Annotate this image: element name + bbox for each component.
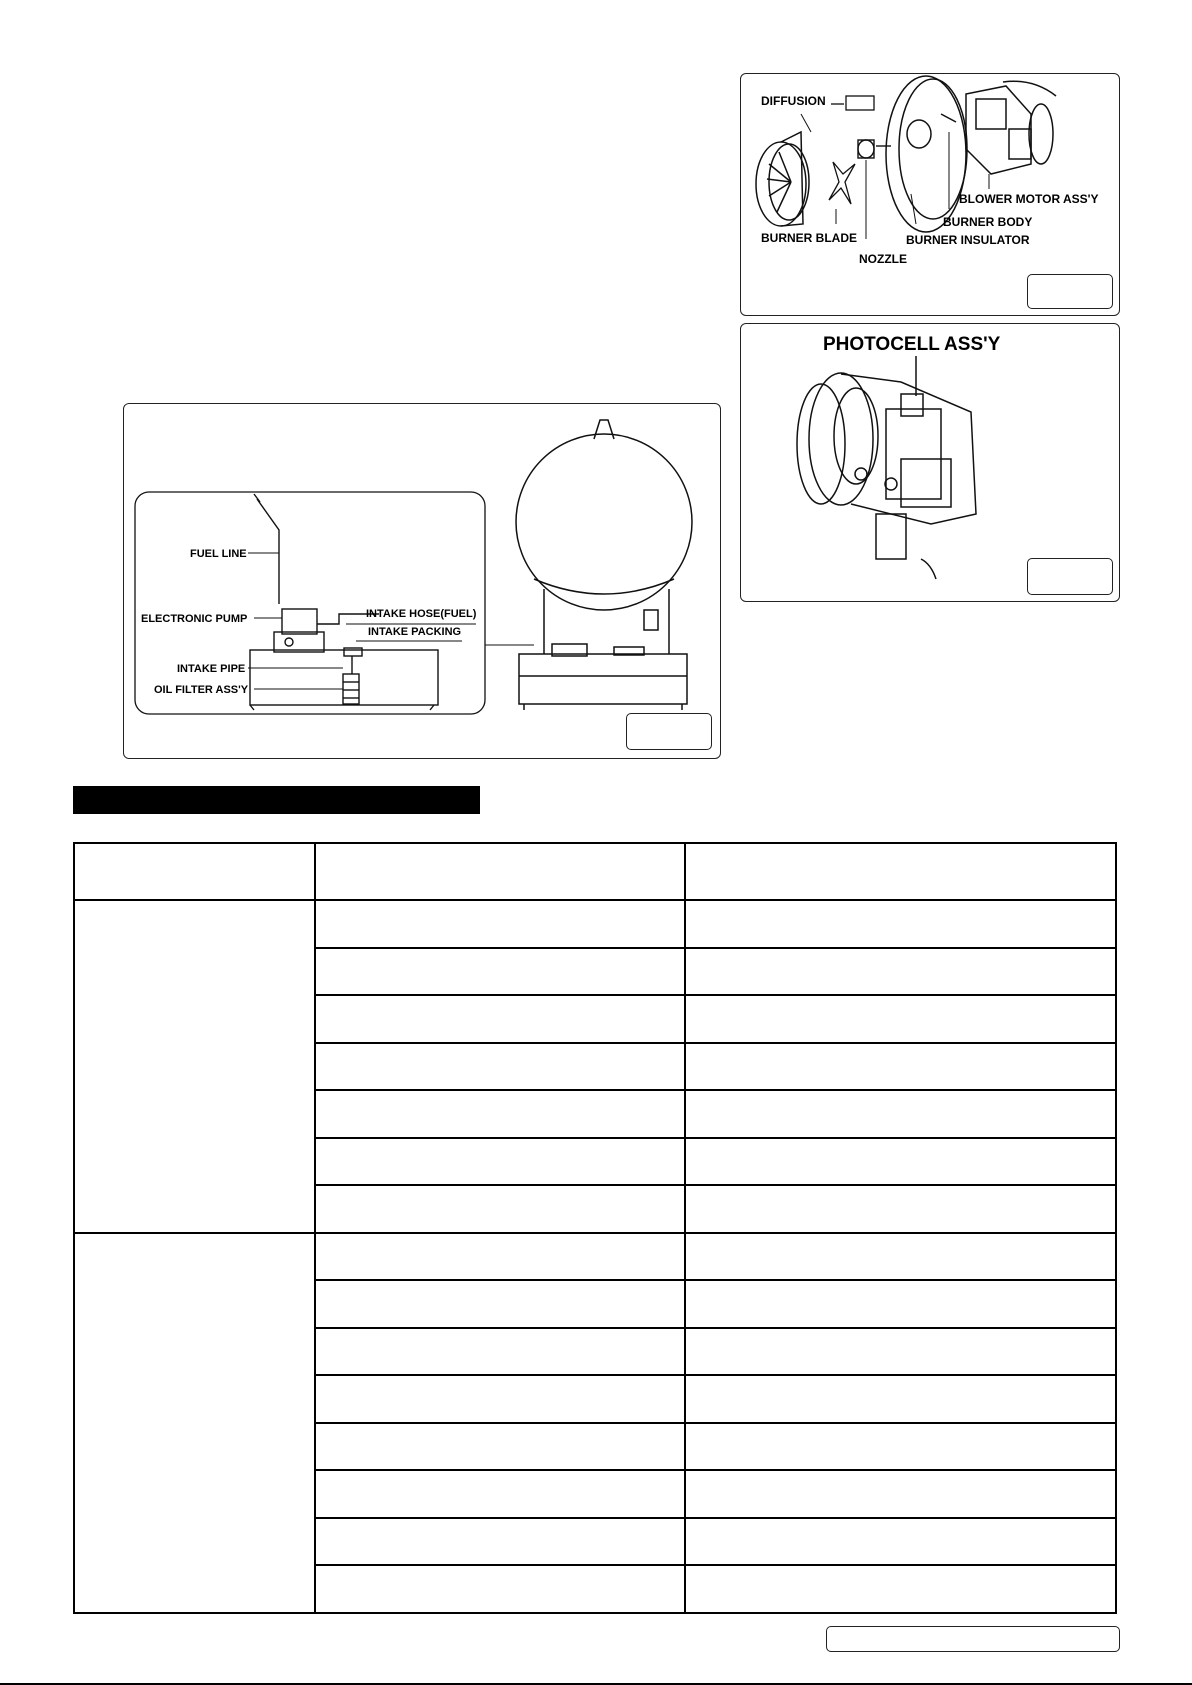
table-cell xyxy=(315,1280,685,1328)
table-cell xyxy=(685,1138,1116,1186)
table-cell xyxy=(315,900,685,948)
table-cell xyxy=(685,1043,1116,1091)
footer-page-box xyxy=(826,1626,1120,1652)
photocell-title: PHOTOCELL ASS'Y xyxy=(823,334,1001,355)
burner-blade-part xyxy=(829,162,855,204)
fuel-system-drawing xyxy=(124,404,722,760)
table-header-cell xyxy=(74,843,315,900)
diffusion-part xyxy=(756,132,809,226)
table-cell xyxy=(315,1518,685,1566)
figure-number-box xyxy=(626,713,712,750)
table-cell xyxy=(685,1233,1116,1281)
table-cell xyxy=(685,1185,1116,1233)
table-row xyxy=(74,1233,1116,1281)
table-cell xyxy=(315,1233,685,1281)
intake-pipe-label: INTAKE PIPE xyxy=(177,663,246,675)
section-header-bar xyxy=(73,786,480,814)
intake-hose-label: INTAKE HOSE(FUEL) xyxy=(366,608,477,620)
table-cell xyxy=(315,1043,685,1091)
table-group-cell xyxy=(74,900,315,1233)
heater-body xyxy=(516,420,692,710)
blower-motor-part xyxy=(966,81,1056,174)
table-cell xyxy=(685,1328,1116,1376)
burner-body-part xyxy=(886,76,967,232)
burner-insulator-label: BURNER INSULATOR xyxy=(906,233,1030,247)
diffusion-label: DIFFUSION xyxy=(761,94,826,108)
oil-filter-label: OIL FILTER ASS'Y xyxy=(154,684,249,696)
table-cell xyxy=(685,1090,1116,1138)
table-cell xyxy=(315,1185,685,1233)
table-cell xyxy=(315,1138,685,1186)
fuel-line-label: FUEL LINE xyxy=(190,548,247,560)
table-cell xyxy=(315,948,685,996)
table-row xyxy=(74,900,1116,948)
troubleshooting-table xyxy=(73,842,1117,1614)
table-header-cell xyxy=(685,843,1116,900)
table-cell xyxy=(315,1328,685,1376)
table-cell xyxy=(685,900,1116,948)
table-header-row xyxy=(74,843,1116,900)
inset-callout xyxy=(135,492,485,714)
intake-packing-label: INTAKE PACKING xyxy=(368,626,462,638)
blower-motor-label: BLOWER MOTOR ASS'Y xyxy=(959,192,1099,206)
burner-body-label: BURNER BODY xyxy=(943,215,1033,229)
table-cell xyxy=(685,1470,1116,1518)
table-cell xyxy=(315,1375,685,1423)
burner-blade-label: BURNER BLADE xyxy=(761,231,857,245)
electronic-pump-label: ELECTRONIC PUMP xyxy=(141,613,248,625)
fuel-system-figure xyxy=(123,403,721,759)
table-cell xyxy=(315,1090,685,1138)
table-cell xyxy=(685,995,1116,1043)
burner-exploded-figure xyxy=(740,73,1120,316)
figure-number-box xyxy=(1027,274,1113,309)
table-cell xyxy=(685,1565,1116,1613)
table-group-cell xyxy=(74,1233,315,1613)
table-cell xyxy=(315,1470,685,1518)
table-cell xyxy=(315,1423,685,1471)
photocell-figure xyxy=(740,323,1120,602)
table-cell xyxy=(315,995,685,1043)
nozzle-label: NOZZLE xyxy=(859,252,907,266)
table-cell xyxy=(315,1565,685,1613)
table-cell xyxy=(685,1280,1116,1328)
figure-number-box xyxy=(1027,558,1113,595)
table-cell xyxy=(685,948,1116,996)
table-cell xyxy=(685,1518,1116,1566)
table-cell xyxy=(685,1375,1116,1423)
table-cell xyxy=(685,1423,1116,1471)
table-header-cell xyxy=(315,843,685,900)
